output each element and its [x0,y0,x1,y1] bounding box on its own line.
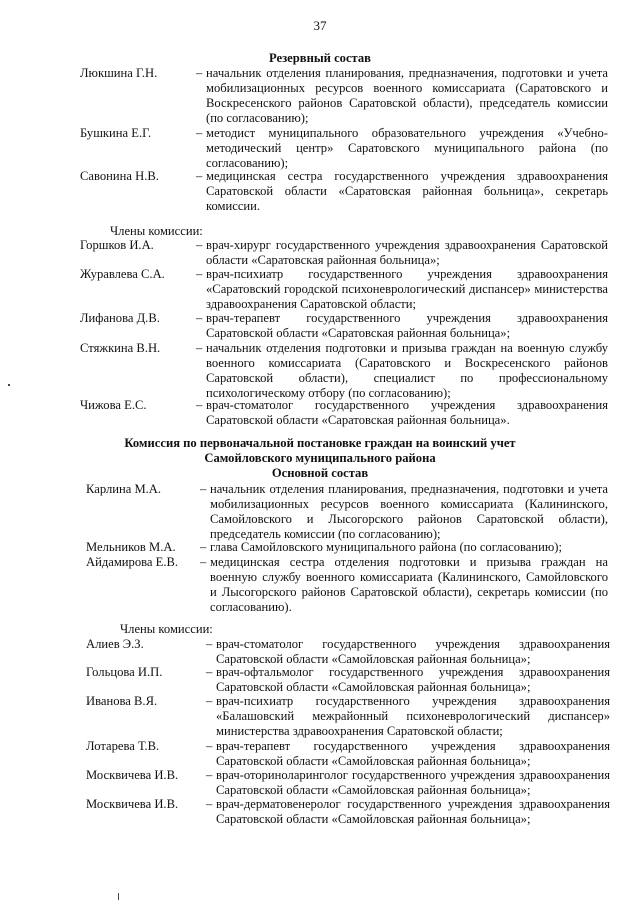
member-entry [0,341,640,401]
person-name: Айдамирова Е.В. [86,555,179,569]
person-role: методист муниципального образовательного учреждения «Учебно-методический центр» Саратовского муниципального района (по согласованию); [206,126,608,170]
reserve-entry [0,169,640,229]
person-role: медицинская сестра государственного учреждения здравоохранения Саратовской области «Саратовская районная больница», секретарь комиссии. [206,169,608,213]
person-role: начальник отделения подготовки и призыва граждан на военную службу военного комиссариата (Саратовского и Воскресенского районов Саратовской области), специалист по профессиональному психологическому отбору (по согласованию); [206,341,608,400]
person-name: Карлина М.А. [86,482,162,496]
person-role: врач-хирург государственного учреждения здравоохранения Саратовской области «Саратовская районная больница»; [206,238,608,267]
person-name: Лифанова Д.В. [80,311,160,325]
person-role: врач-дерматовенеролог государственного учреждения здравоохранения Саратовской области «Самойловская районная больница»; [216,797,610,826]
dash: – [206,637,213,651]
person-name: Иванова В.Я. [86,694,158,708]
commission-heading-district: Самойловского муниципального района [204,451,436,465]
person-role: врач-оториноларинголог государственного учреждения здравоохранения Саратовской области «Самойловская районная больница»; [216,768,610,797]
page-number: 37 [313,18,327,33]
scan-speck [8,384,10,386]
dash: – [196,341,203,355]
dash: – [196,398,203,412]
person-name: Лотарева Т.В. [86,739,160,753]
person-name: Горшков И.А. [80,238,154,252]
person-name: Мельников М.А. [86,540,176,554]
person-role: врач-стоматолог государственного учреждения здравоохранения Саратовской области «Саратовская районная больница». [206,398,608,427]
dash: – [206,739,213,753]
person-role: начальник отделения планирования, предназначения, подготовки и учета мобилизационных ресурсов военного комиссариата (Калининского, Самойловского и Лысогорского районов Саратовской области), председатель комиссии (по согласованию); [210,482,608,541]
dash: – [196,267,203,281]
person-name: Москвичева И.В. [86,797,179,811]
person-role: врач-терапевт государственного учреждения здравоохранения Саратовской области «Самойловская районная больница»; [216,739,610,768]
members-label: Члены комиссии: [120,622,213,636]
person-role: врач-психиатр государственного учреждения здравоохранения «Саратовский городской психоневрологический диспансер» министерства здравоохранения Саратовской области; [206,267,608,311]
dash: – [200,540,207,554]
dash: – [206,768,213,782]
dash: – [196,66,203,80]
dash: – [196,169,203,183]
person-name: Чижова Е.С. [80,398,147,412]
person-role: врач-стоматолог государственного учреждения здравоохранения Саратовской области «Самойловская районная больница»; [216,637,610,666]
reserve-entry [0,66,640,126]
main-entry [0,555,640,615]
person-role: глава Самойловского муниципального района (по согласованию); [210,540,562,554]
person-name: Журавлева С.А. [80,267,165,281]
person-role: медицинская сестра отделения подготовки и призыва граждан на военную службу военного комиссариата (Калининского, Самойловского и Лысогорского районов Саратовской области), секретарь комиссии (по согласованию). [210,555,608,614]
main-composition-heading: Основной состав [271,466,369,480]
person-name: Савонина Н.В. [80,169,159,183]
person-role: начальник отделения планирования, предназначения, подготовки и учета мобилизационных ресурсов военного комиссариата (Саратовского и Воскресенского районов Саратовской области), председатель комиссии (по согласованию); [206,66,608,125]
person-name: Гольцова И.П. [86,665,163,679]
reserve-heading: Резервный состав [269,51,371,65]
person-name: Стяжкина В.Н. [80,341,161,355]
person-role: врач-офтальмолог государственного учреждения здравоохранения Саратовской области «Самойловская районная больница»; [216,665,610,694]
person-name: Люкшина Г.Н. [80,66,158,80]
dash: – [206,694,213,708]
main-entry [0,482,640,542]
members-label: Члены комиссии: [110,224,203,238]
dash: – [200,482,207,496]
person-name: Бушкина Е.Г. [80,126,152,140]
person-name: Алиев Э.З. [86,637,144,651]
dash: – [206,665,213,679]
scan-speck [118,893,119,900]
dash: – [206,797,213,811]
dash: – [196,311,203,325]
member-entry [0,797,640,857]
person-role: врач-терапевт государственного учреждения здравоохранения Саратовской области «Саратовская районная больница»; [206,311,608,340]
person-name: Москвичева И.В. [86,768,179,782]
dash: – [200,555,207,569]
person-role: врач-психиатр государственного учреждения здравоохранения «Балашовский межрайонный психоневрологический диспансер» министерства здравоохранения Саратовской области; [216,694,610,738]
dash: – [196,126,203,140]
dash: – [196,238,203,252]
commission-heading: Комиссия по первоначальной постановке граждан на воинский учет [124,436,516,450]
